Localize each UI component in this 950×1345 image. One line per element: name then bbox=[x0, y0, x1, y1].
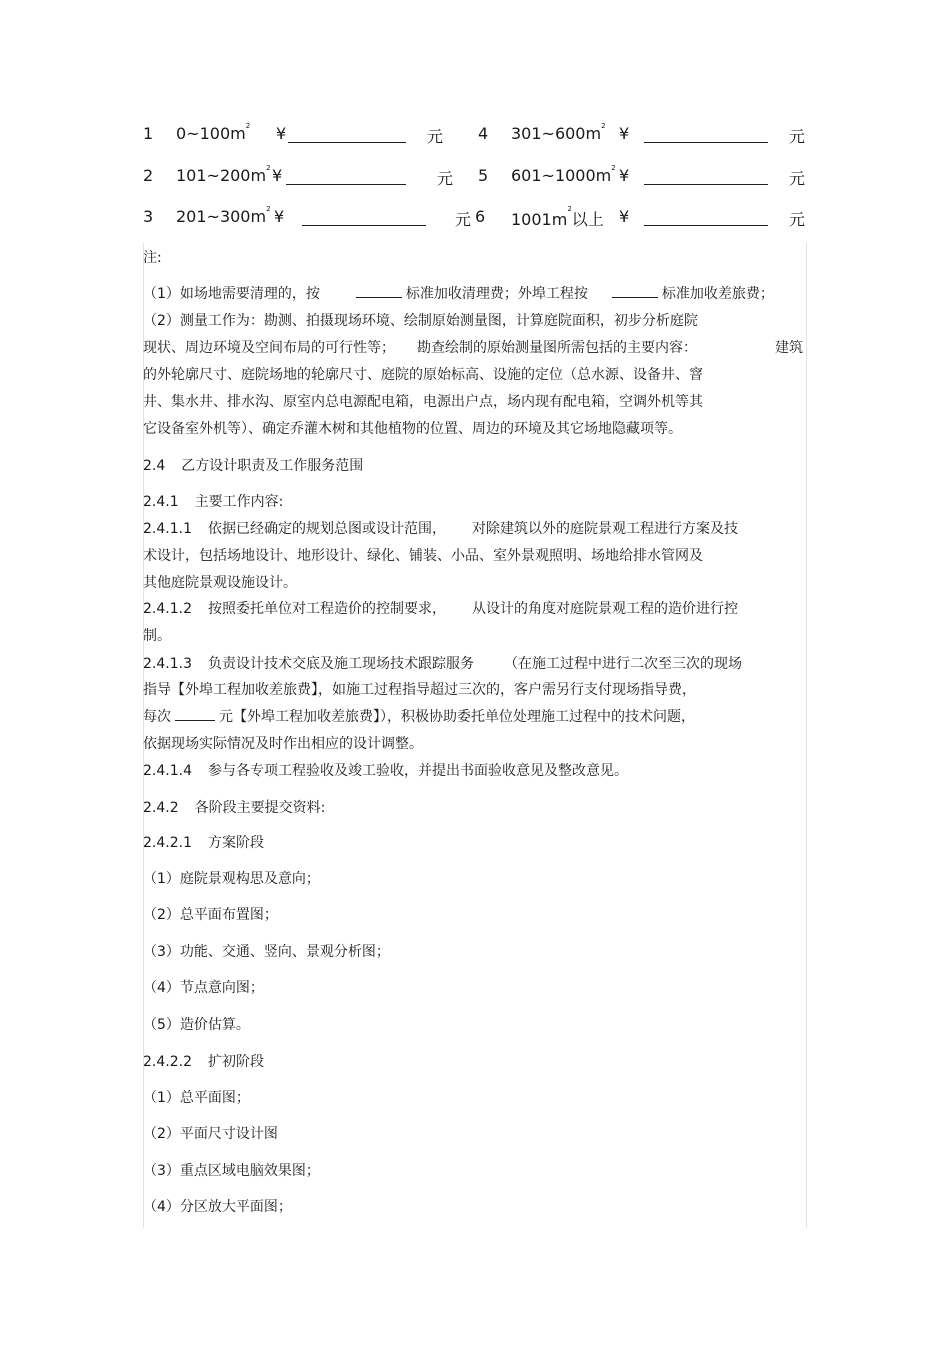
price-range: $201\sim 300m^2$ bbox=[176, 205, 271, 226]
section-2-4-2-heading: 2.4.2 各阶段主要提交资料: bbox=[143, 800, 326, 816]
section-2-4-1-3-line-1: 2.4.1.3 负责设计技术交底及施工现场技术跟踪服务 （在施工过程中进行二次至三次的现场 bbox=[143, 656, 742, 672]
section-2-4-1-2-line-1: 2.4.1.2 按照委托单位对工程造价的控制要求， 从设计的角度对庭院景观工程的造价进行控 bbox=[143, 601, 738, 617]
list-item: （5）造价估算。 bbox=[143, 1017, 250, 1033]
list-item: （1）总平面图； bbox=[143, 1090, 250, 1106]
note-1: （1）如场地需要清理的，按 标准加收清理费；外埠工程按 标准加收差旅费； bbox=[143, 286, 774, 302]
note-2-line-2: 现状、周边环境及空间布局的可行性等； 勘查绘制的原始测量图所需包括的主要内容： 建筑 bbox=[143, 340, 803, 356]
section-2-4-2-2-heading: 2.4.2.2 扩初阶段 bbox=[143, 1054, 264, 1070]
note-2-line-5: 它设备室外机等）、确定乔灌木树和其他植物的位置、周边的环境及其它场地隐藏项等。 bbox=[143, 421, 682, 437]
fill-blank[interactable] bbox=[612, 285, 658, 298]
price-blank[interactable] bbox=[644, 225, 768, 226]
yuan-label: 元 bbox=[437, 169, 454, 188]
note-2-line-4: 井、集水井、排水沟、原室内总电源配电箱，电源出户点，场内现有配电箱，空调外机等其 bbox=[143, 394, 703, 410]
section-2-4-1-4: 2.4.1.4 参与各专项工程验收及竣工验收，并提出书面验收意见及整改意见。 bbox=[143, 763, 628, 779]
price-no: 3 bbox=[143, 207, 154, 226]
yuan-label: 元 bbox=[427, 127, 444, 146]
price-row-3 bbox=[0, 207, 950, 231]
price-range: $0\sim 100m^2$ bbox=[176, 122, 251, 143]
section-2-4-1-2-line-2: 制。 bbox=[143, 628, 171, 644]
right-rule bbox=[806, 243, 807, 1228]
price-no: 2 bbox=[143, 166, 154, 185]
yuan-label: 元 bbox=[789, 169, 806, 188]
price-no: 6 bbox=[475, 207, 486, 226]
section-2-4-1-3-line-4: 依据现场实际情况及时作出相应的设计调整。 bbox=[143, 736, 423, 752]
section-2-4-1-1-line-2: 术设计，包括场地设计、地形设计、绿化、铺装、小品、室外景观照明、场地给排水管网及 bbox=[143, 548, 703, 564]
price-range: $101\sim 200m^2$ bbox=[176, 164, 271, 185]
section-2-4-heading: 2.4 乙方设计职责及工作服务范围 bbox=[143, 458, 364, 474]
currency-symbol: ¥ bbox=[619, 207, 630, 226]
price-blank[interactable] bbox=[644, 184, 768, 185]
price-blank[interactable] bbox=[288, 142, 406, 143]
list-item: （4）节点意向图； bbox=[143, 980, 264, 996]
price-no: 4 bbox=[478, 124, 489, 143]
price-row-1 bbox=[0, 124, 950, 148]
section-2-4-1-3-line-2: 指导【外埠工程加收差旅费】，如施工过程指导超过三次的，客户需另行支付现场指导费， bbox=[143, 682, 696, 698]
note-2-line-1: （2）测量工作为：勘测、拍摄现场环境、绘制原始测量图，计算庭院面积，初步分析庭院 bbox=[143, 313, 698, 329]
currency-symbol: ¥ bbox=[276, 124, 287, 143]
price-no: 1 bbox=[143, 124, 154, 143]
currency-symbol: ¥ bbox=[274, 207, 285, 226]
price-blank[interactable] bbox=[644, 142, 768, 143]
list-item: （2）平面尺寸设计图 bbox=[143, 1126, 278, 1142]
price-no: 5 bbox=[478, 166, 489, 185]
list-item: （2）总平面布置图； bbox=[143, 907, 278, 923]
section-2-4-1-1-line-1: 2.4.1.1 依据已经确定的规划总图或设计范围， 对除建筑以外的庭院景观工程进行方案及技 bbox=[143, 521, 738, 537]
note-label: 注: bbox=[143, 250, 162, 266]
section-2-4-1-3-line-3: 每次 元【外埠工程加收差旅费】），积极协助委托单位处理施工过程中的技术问题， bbox=[143, 709, 695, 725]
list-item: （3）重点区域电脑效果图； bbox=[143, 1163, 320, 1179]
section-2-4-2-1-heading: 2.4.2.1 方案阶段 bbox=[143, 835, 264, 851]
section-2-4-1-heading: 2.4.1 主要工作内容: bbox=[143, 494, 284, 510]
list-item: （4）分区放大平面图； bbox=[143, 1199, 292, 1215]
price-row-2 bbox=[0, 166, 950, 190]
section-2-4-1-1-line-3: 其他庭院景观设施设计。 bbox=[143, 575, 297, 591]
price-range: $301\sim 600m^2$ bbox=[511, 122, 606, 143]
price-range: $1001m^2$以上 bbox=[511, 205, 604, 229]
price-blank[interactable] bbox=[286, 184, 406, 185]
currency-symbol: ¥ bbox=[619, 166, 630, 185]
list-item: （1）庭院景观构思及意向； bbox=[143, 871, 320, 887]
yuan-label: 元 bbox=[789, 210, 806, 229]
list-item: （3）功能、交通、竖向、景观分析图； bbox=[143, 944, 390, 960]
price-blank[interactable] bbox=[302, 225, 426, 226]
currency-symbol: ¥ bbox=[619, 124, 630, 143]
price-range: $601\sim 1000m^2$ bbox=[511, 164, 616, 185]
note-2-line-3: 的外轮廓尺寸、庭院场地的轮廓尺寸、庭院的原始标高、设施的定位（总水源、设备井、窨 bbox=[143, 367, 703, 383]
yuan-label: 元 bbox=[789, 127, 806, 146]
fill-blank[interactable] bbox=[175, 708, 215, 721]
yuan-label: 元 bbox=[455, 210, 472, 229]
currency-symbol: ¥ bbox=[272, 166, 283, 185]
fill-blank[interactable] bbox=[356, 285, 402, 298]
